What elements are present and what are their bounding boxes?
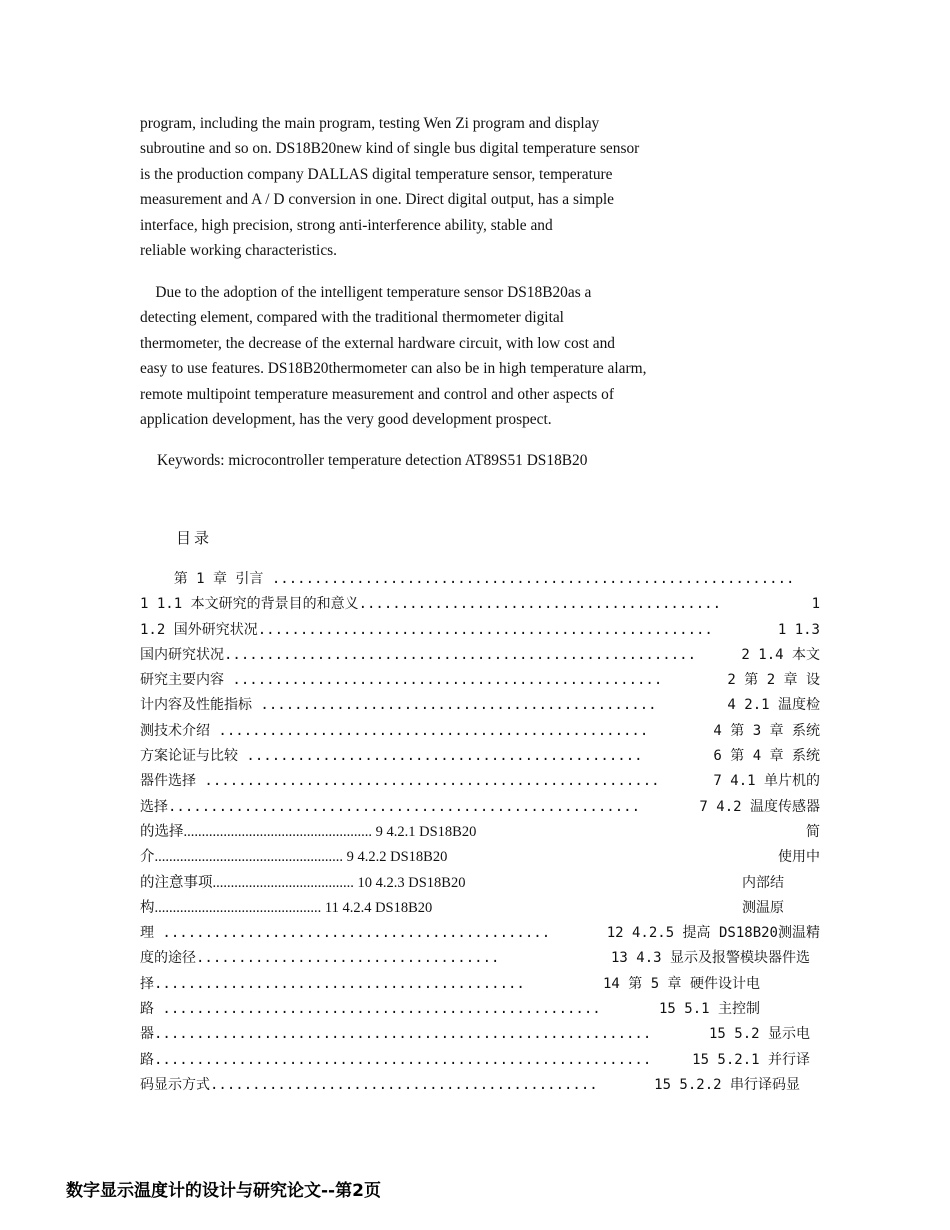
- text-line: remote multipoint temperature measurement and control and other aspects of: [140, 385, 614, 403]
- toc-line-right: 15 5.1 主控制: [658, 1001, 760, 1018]
- toc-line: [140, 921, 820, 946]
- toc-line: [140, 972, 820, 997]
- toc-line-left: 测技术介绍 ...................................................: [140, 722, 649, 739]
- toc-line-right: 7 4.1 单片机的: [713, 773, 820, 790]
- toc-line-right: 1 1.3: [777, 621, 820, 638]
- toc-line: [140, 1073, 820, 1098]
- toc-line: [140, 997, 820, 1022]
- toc-line-right: 4 2.1 温度检: [727, 697, 820, 714]
- text-line: easy to use features. DS18B20thermometer can also be in high temperature alarm,: [140, 360, 647, 378]
- toc-line-right: 15 5.2.2 串行译码显: [654, 1076, 800, 1093]
- toc-line-left: 计内容及性能指标 ...............................................: [140, 697, 657, 714]
- toc-line-left: 理 ..............................................: [140, 925, 551, 942]
- toc-line: [140, 946, 820, 971]
- text-line: Due to the adoption of the intelligent temperature sensor DS18B20as a: [140, 284, 592, 301]
- toc-line-right: 4 第 3 章 系统: [713, 722, 820, 739]
- toc-line-left: 构.............................................. 11 4.2.4 DS18B20: [140, 899, 433, 916]
- toc-line: [140, 618, 820, 643]
- table-of-contents: [140, 567, 820, 1098]
- toc-line: [140, 1048, 820, 1073]
- toc-line: [140, 668, 820, 693]
- toc-line: [140, 845, 820, 870]
- toc-line: [140, 1022, 820, 1047]
- toc-line-left: 第 1 章 引言 ..............................................................: [140, 571, 795, 587]
- toc-line-left: 的选择.................................................... 9 4.2.1 DS18B20: [140, 823, 477, 840]
- toc-line: [140, 693, 820, 718]
- toc-line: [140, 592, 820, 617]
- text-line: measurement and A / D conversion in one. Direct digital output, has a simple: [140, 191, 615, 209]
- toc-line: [140, 896, 820, 921]
- page-footer: 数字显示温度计的设计与研究论文--第2页: [66, 1181, 381, 1201]
- toc-line: [140, 719, 820, 744]
- toc-line-left: 路...........................................................: [140, 1051, 652, 1068]
- toc-line: [140, 567, 820, 592]
- toc-title: 目录: [176, 529, 213, 547]
- toc-line-right: 内部结: [742, 874, 784, 891]
- toc-line-right: 2 1.4 本文: [741, 646, 820, 663]
- toc-line-right: 6 第 4 章 系统: [713, 748, 820, 765]
- toc-line-right: 12 4.2.5 提高 DS18B20测温精: [606, 925, 820, 942]
- toc-line-left: 器件选择 ......................................................: [140, 773, 660, 790]
- toc-line-right: 简: [806, 823, 820, 840]
- toc-line-left: 介.................................................... 9 4.2.2 DS18B20: [140, 849, 448, 866]
- toc-line-right: 15 5.2.1 并行译: [692, 1051, 810, 1068]
- toc-line-left: 码显示方式..............................................: [140, 1076, 598, 1093]
- toc-line-left: 择............................................: [140, 975, 525, 992]
- text-line: application development, has the very good development prospect.: [140, 411, 552, 429]
- toc-line-left: 度的途径....................................: [140, 950, 500, 967]
- toc-line: [140, 871, 820, 896]
- text-line: reliable working characteristics.: [140, 242, 337, 260]
- toc-line-left: 的注意事项....................................... 10 4.2.3 DS18B20: [140, 874, 466, 891]
- toc-line-left: 选择........................................................: [140, 798, 641, 815]
- toc-line-right: 测温原: [742, 899, 784, 916]
- toc-line-right: 13 4.3 显示及报警模块器件选: [610, 950, 810, 967]
- text-line: interface, high precision, strong anti-interference ability, stable and: [140, 216, 553, 234]
- keywords: Keywords: microcontroller temperature detection AT89S51 DS18B20: [157, 452, 588, 469]
- toc-line-right: 2 第 2 章 设: [727, 672, 820, 689]
- toc-line-left: 1.2 国外研究状况......................................................: [140, 621, 713, 638]
- toc-line-left: 1 1.1 本文研究的背景目的和意义...........................................: [140, 596, 722, 613]
- abstract-paragraph-2: [140, 280, 830, 432]
- toc-line-left: 研究主要内容 ...................................................: [140, 672, 663, 689]
- text-line: subroutine and so on. DS18B20new kind of single bus digital temperature sensor: [140, 140, 640, 158]
- text-line: is the production company DALLAS digital temperature sensor, temperature: [140, 165, 613, 183]
- toc-line-left: 器...........................................................: [140, 1026, 652, 1043]
- text-line: program, including the main program, testing Wen Zi program and display: [140, 115, 600, 132]
- toc-line-right: 7 4.2 温度传感器: [699, 798, 820, 815]
- toc-line-right: 1: [811, 596, 820, 613]
- text-line: detecting element, compared with the traditional thermometer digital: [140, 309, 564, 327]
- toc-line-left: 路 ....................................................: [140, 1001, 601, 1018]
- toc-line-right: 15 5.2 显示电: [708, 1026, 810, 1043]
- toc-line: [140, 769, 820, 794]
- toc-line: [140, 820, 820, 845]
- toc-line-right: 使用中: [778, 849, 820, 866]
- toc-line-left: 国内研究状况........................................................: [140, 646, 697, 663]
- toc-line-right: 14 第 5 章 硬件设计电: [602, 975, 760, 992]
- abstract-paragraph-1: [140, 111, 830, 263]
- toc-line: [140, 795, 820, 820]
- toc-line: [140, 744, 820, 769]
- text-line: thermometer, the decrease of the external hardware circuit, with low cost and: [140, 334, 616, 352]
- toc-line: [140, 643, 820, 668]
- toc-line-left: 方案论证与比较 ...............................................: [140, 748, 643, 765]
